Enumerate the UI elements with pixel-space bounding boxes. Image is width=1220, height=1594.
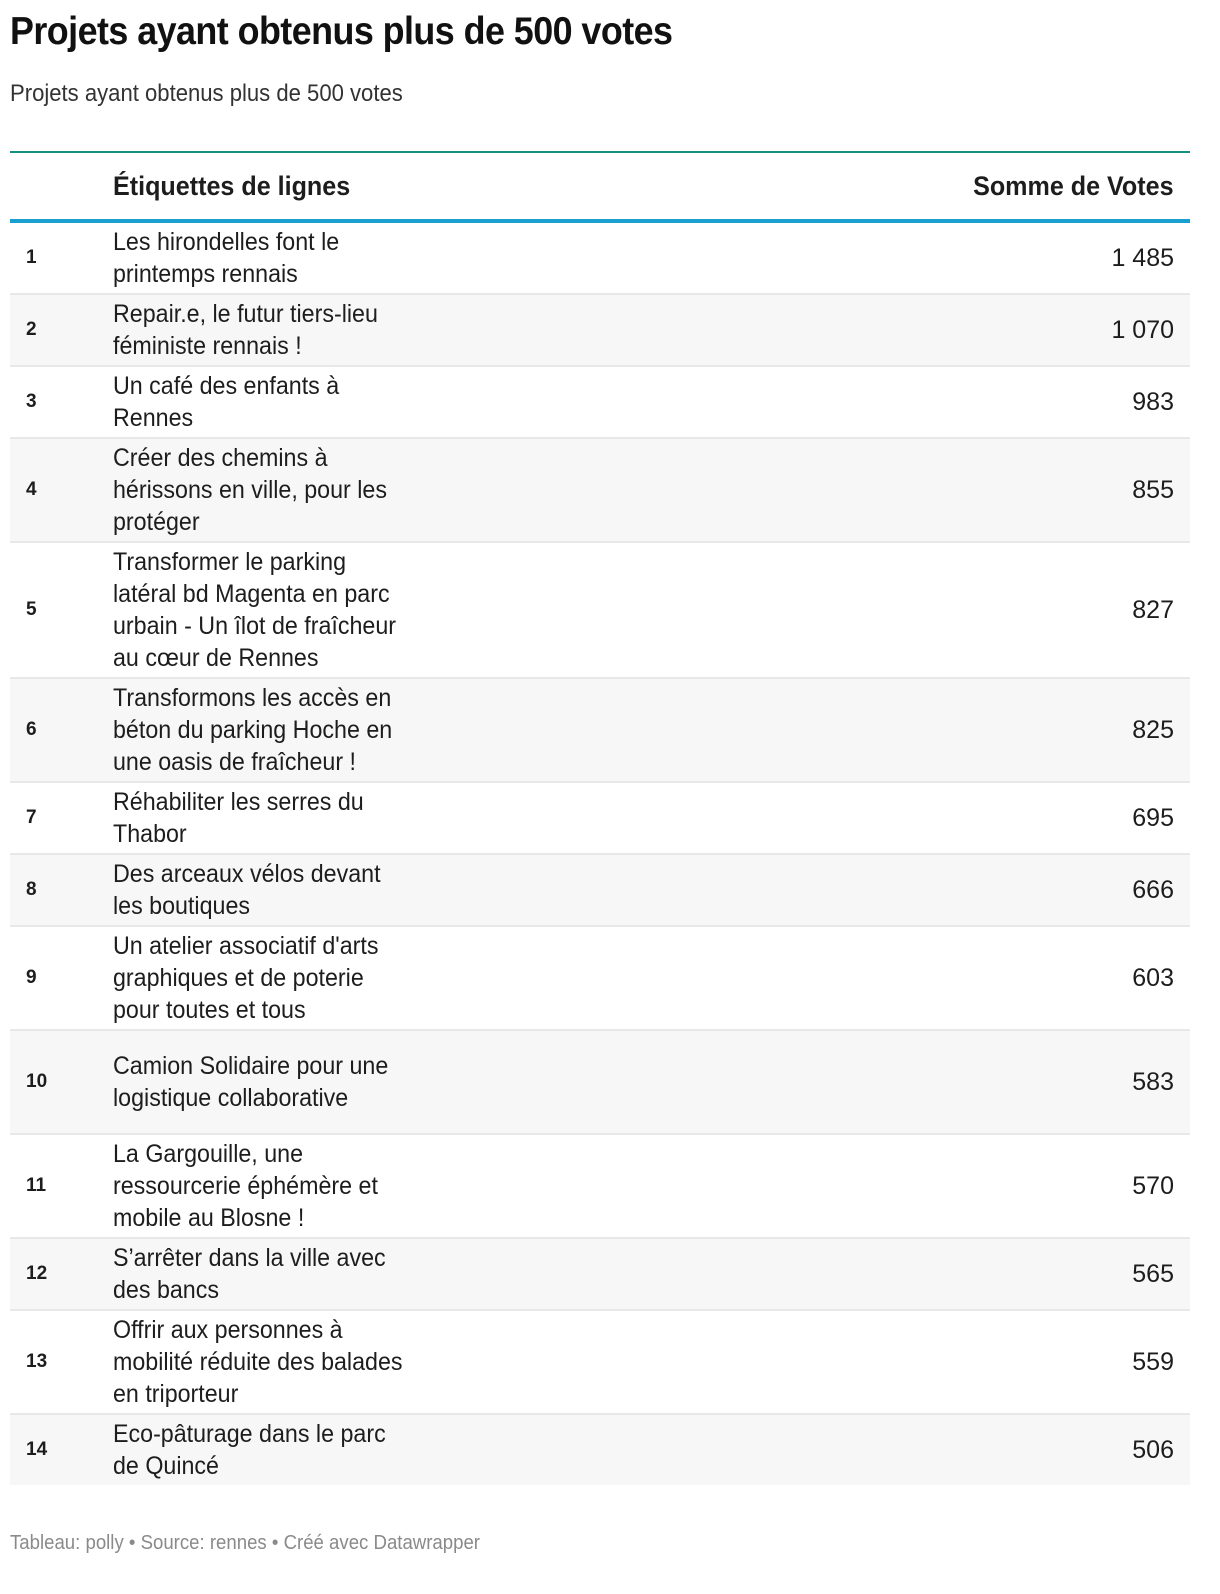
row-value: 827 xyxy=(890,542,1190,678)
row-value: 559 xyxy=(890,1310,1190,1414)
chart-footer-credits: Tableau: polly • Source: rennes • Créé avec Datawrapper xyxy=(10,1532,481,1554)
table-row xyxy=(10,854,1190,926)
row-label: Réhabiliter les serres du Thabor xyxy=(113,782,890,854)
row-rank: 6 xyxy=(10,678,113,782)
table-row xyxy=(10,1238,1190,1310)
table-row xyxy=(10,1030,1190,1134)
row-rank: 4 xyxy=(10,438,113,542)
table-row xyxy=(10,1310,1190,1414)
row-value: 565 xyxy=(890,1238,1190,1310)
table-row xyxy=(10,926,1190,1030)
votes-table xyxy=(10,151,1190,1485)
column-header-labels-text: Étiquettes de lignes xyxy=(113,170,351,201)
table-row xyxy=(10,678,1190,782)
row-label: Repair.e, le futur tiers-lieu féministe rennais ! xyxy=(113,294,890,366)
row-label: Créer des chemins à hérissons en ville, pour les protéger xyxy=(113,438,890,542)
table-row xyxy=(10,438,1190,542)
table-row xyxy=(10,542,1190,678)
row-label: Les hirondelles font le printemps rennais xyxy=(113,221,890,294)
table-row xyxy=(10,1414,1190,1485)
chart-subtitle: Projets ayant obtenus plus de 500 votes xyxy=(10,80,403,107)
header-row xyxy=(10,152,1190,221)
row-value: 983 xyxy=(890,366,1190,438)
row-value: 1 485 xyxy=(890,221,1190,294)
row-value: 666 xyxy=(890,854,1190,926)
row-rank: 5 xyxy=(10,542,113,678)
table-row xyxy=(10,782,1190,854)
row-label: Transformons les accès en béton du parking Hoche en une oasis de fraîcheur ! xyxy=(113,678,890,782)
row-value: 570 xyxy=(890,1134,1190,1238)
row-rank: 10 xyxy=(10,1030,113,1134)
row-label: Transformer le parking latéral bd Magenta en parc urbain - Un îlot de fraîcheur au cœur de Rennes xyxy=(113,542,890,678)
row-value: 855 xyxy=(890,438,1190,542)
column-header-votes[interactable] xyxy=(890,152,1190,221)
column-header-votes-text: Somme de Votes xyxy=(973,170,1174,201)
row-label: Un café des enfants à Rennes xyxy=(113,366,890,438)
row-value: 1 070 xyxy=(890,294,1190,366)
row-rank: 8 xyxy=(10,854,113,926)
row-value: 695 xyxy=(890,782,1190,854)
row-rank: 2 xyxy=(10,294,113,366)
row-value: 583 xyxy=(890,1030,1190,1134)
row-rank: 11 xyxy=(10,1134,113,1238)
row-rank: 13 xyxy=(10,1310,113,1414)
row-rank: 12 xyxy=(10,1238,113,1310)
column-header-labels[interactable] xyxy=(113,152,890,221)
table-header xyxy=(10,152,1190,221)
row-rank: 7 xyxy=(10,782,113,854)
table-row xyxy=(10,294,1190,366)
row-value: 506 xyxy=(890,1414,1190,1485)
row-label: Eco-pâturage dans le parc de Quincé xyxy=(113,1414,890,1485)
row-rank: 9 xyxy=(10,926,113,1030)
table-row xyxy=(10,366,1190,438)
chart-title: Projets ayant obtenus plus de 500 votes xyxy=(10,10,673,53)
row-value: 825 xyxy=(890,678,1190,782)
table-row xyxy=(10,221,1190,294)
row-rank: 1 xyxy=(10,221,113,294)
row-label: Offrir aux personnes à mobilité réduite des balades en triporteur xyxy=(113,1310,890,1414)
table-body xyxy=(10,221,1190,1485)
row-label: La Gargouille, une ressourcerie éphémère et mobile au Blosne ! xyxy=(113,1134,890,1238)
row-label: S’arrêter dans la ville avec des bancs xyxy=(113,1238,890,1310)
row-value: 603 xyxy=(890,926,1190,1030)
column-header-rank[interactable] xyxy=(10,152,113,221)
row-rank: 3 xyxy=(10,366,113,438)
row-label: Un atelier associatif d'arts graphiques et de poterie pour toutes et tous xyxy=(113,926,890,1030)
row-label: Des arceaux vélos devant les boutiques xyxy=(113,854,890,926)
row-rank: 14 xyxy=(10,1414,113,1485)
row-label: Camion Solidaire pour une logistique collaborative xyxy=(113,1030,890,1134)
table-row xyxy=(10,1134,1190,1238)
